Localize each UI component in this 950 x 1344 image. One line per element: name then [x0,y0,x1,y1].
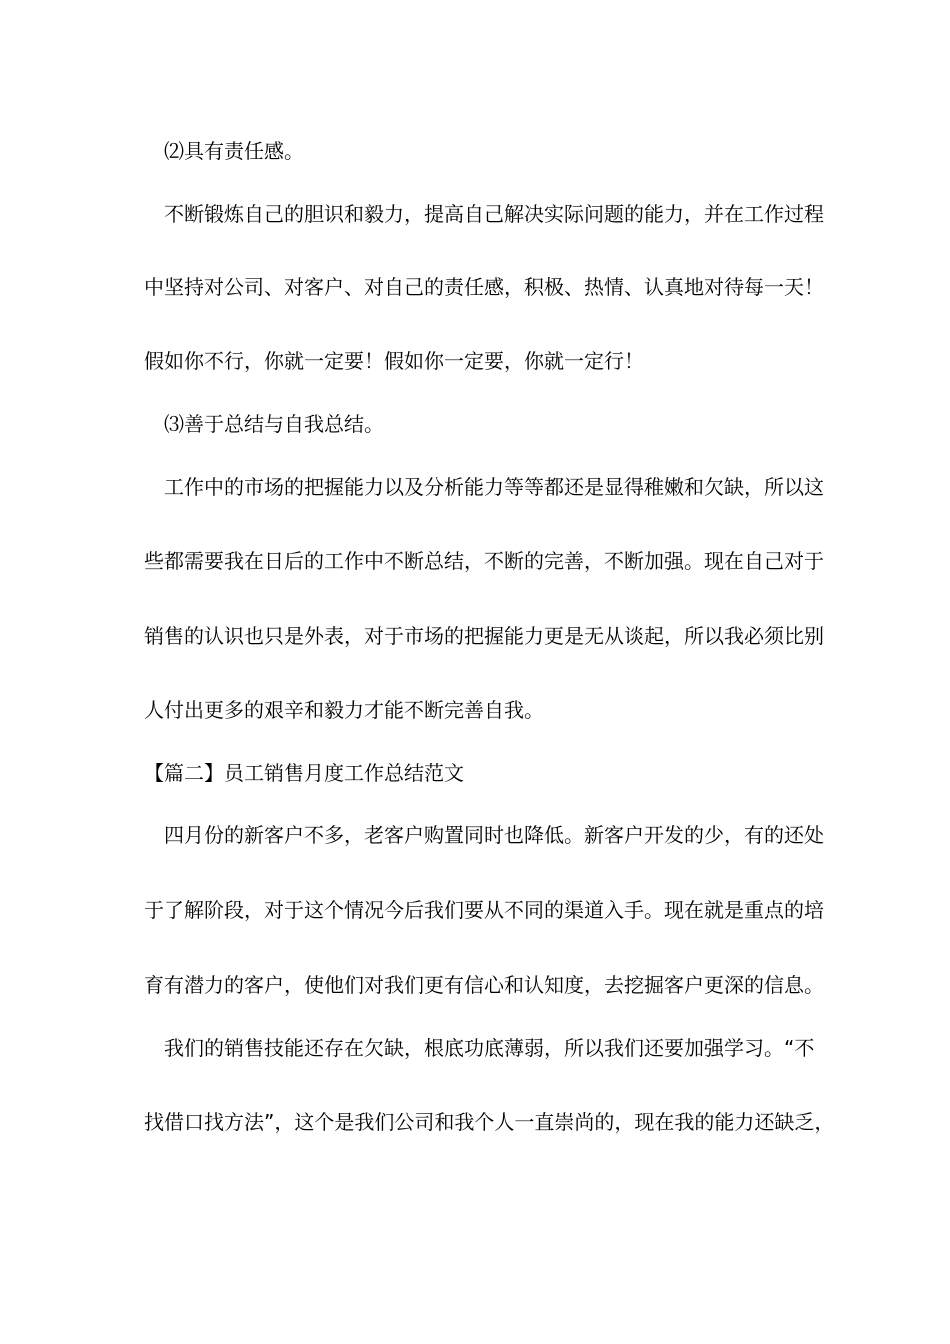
paragraph-line: 销售的认识也只是外表，对于市场的把握能力更是无从谈起，所以我必须比别 [144,624,824,648]
paragraph-line: 于了解阶段，对于这个情况今后我们要从不同的渠道入手。现在就是重点的培 [144,898,824,922]
paragraph-line: 工作中的市场的把握能力以及分析能力等等都还是显得稚嫩和欠缺，所以这 [164,475,824,499]
paragraph-line: 不断锻炼自己的胆识和毅力，提高自己解决实际问题的能力，并在工作过程 [164,202,824,226]
paragraph-line: 找借口找方法”，这个是我们公司和我个人一直崇尚的，现在我的能力还缺乏， [144,1110,835,1134]
paragraph-line: 中坚持对公司、对客户、对自己的责任感，积极、热情、认真地对待每一天！ [144,275,824,299]
paragraph-line: 育有潜力的客户，使他们对我们更有信心和认知度，去挖掘客户更深的信息。 [144,973,824,997]
section-title: 【篇二】员工销售月度工作总结范文 [144,761,464,785]
paragraph-line: 假如你不行，你就一定要！假如你一定要，你就一定行！ [144,349,644,373]
paragraph-line: 人付出更多的艰辛和毅力才能不断完善自我。 [144,698,544,722]
paragraph-line: 四月份的新客户不多，老客户购置同时也降低。新客户开发的少，有的还处 [164,823,824,847]
subheading-responsibility: ⑵具有责任感。 [164,139,304,163]
paragraph-line: 我们的销售技能还存在欠缺，根底功底薄弱，所以我们还要加强学习。“不 [164,1036,815,1060]
subheading-summary: ⑶善于总结与自我总结。 [164,412,384,436]
paragraph-line: 些都需要我在日后的工作中不断总结，不断的完善，不断加强。现在自己对于 [144,549,824,573]
